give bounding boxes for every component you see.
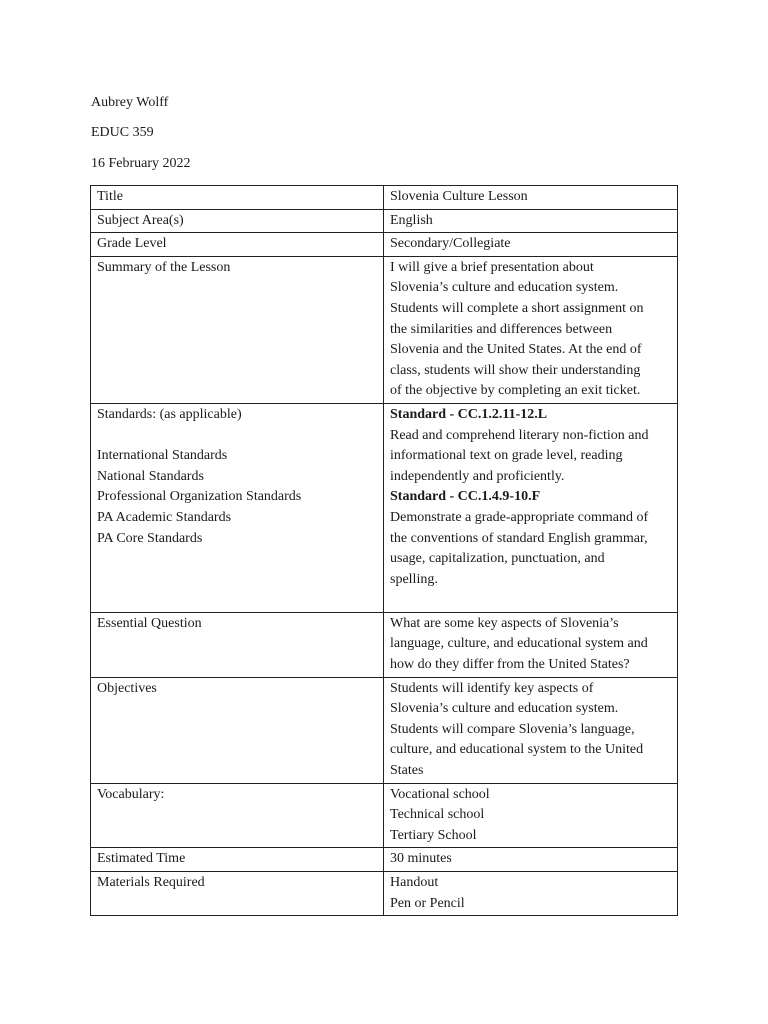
summary-line: Students will complete a short assignment on xyxy=(390,300,644,316)
table-row-essential-question xyxy=(91,612,678,677)
table-row-standards xyxy=(91,403,678,612)
estimated-time-value: 30 minutes xyxy=(384,848,678,872)
title-value: Slovenia Culture Lesson xyxy=(384,186,678,210)
standard-code: Standard - CC.1.4.9-10.F xyxy=(390,489,541,505)
standard-text-line: informational text on grade level, reading xyxy=(390,448,623,464)
summary-line: the similarities and differences between xyxy=(390,321,613,337)
subject-value: English xyxy=(384,209,678,233)
standards-label-line: International Standards xyxy=(97,448,228,464)
grade-label: Grade Level xyxy=(91,233,384,257)
standard-text-line: Demonstrate a grade-appropriate command of xyxy=(390,509,649,525)
summary-line: Slovenia and the United States. At the end of xyxy=(390,342,642,358)
materials-label: Materials Required xyxy=(91,872,384,916)
standards-spacer xyxy=(390,590,671,611)
title-label: Title xyxy=(91,186,384,210)
standard-text-line: the conventions of standard English grammar, xyxy=(390,530,648,546)
materials-value xyxy=(384,872,678,916)
subject-label: Subject Area(s) xyxy=(91,209,384,233)
vocabulary-term: Technical school xyxy=(390,807,485,823)
standard-text-line: usage, capitalization, punctuation, and xyxy=(390,551,605,567)
document-date: 16 February 2022 xyxy=(91,156,191,171)
summary-line: class, students will show their understanding xyxy=(390,362,641,378)
objectives-line: Students will identify key aspects of xyxy=(390,680,594,696)
table-row-objectives xyxy=(91,677,678,783)
standards-label-line: Standards: (as applicable) xyxy=(97,406,242,422)
summary-line: I will give a brief presentation about xyxy=(390,259,594,275)
grade-value: Secondary/Collegiate xyxy=(384,233,678,257)
essential-question-line: how do they differ from the United States? xyxy=(390,657,630,673)
objectives-line: culture, and educational system to the United xyxy=(390,742,644,758)
summary-label: Summary of the Lesson xyxy=(91,256,384,403)
table-row-summary xyxy=(91,256,678,403)
course-code: EDUC 359 xyxy=(91,125,154,140)
objectives-label: Objectives xyxy=(91,677,384,783)
essential-question-value xyxy=(384,612,678,677)
table-row-estimated-time xyxy=(91,848,678,872)
table-row-title xyxy=(91,186,678,210)
objectives-line: Slovenia’s culture and education system. xyxy=(390,701,619,717)
estimated-time-label: Estimated Time xyxy=(91,848,384,872)
standard-code: Standard - CC.1.2.11-12.L xyxy=(390,406,548,422)
summary-line: Slovenia’s culture and education system. xyxy=(390,280,619,296)
standards-value xyxy=(384,403,678,612)
essential-question-line: language, culture, and educational system and xyxy=(390,636,648,652)
material-item: Pen or Pencil xyxy=(390,895,465,911)
vocabulary-term: Vocational school xyxy=(390,786,490,802)
table-row-subject xyxy=(91,209,678,233)
standard-text-line: spelling. xyxy=(390,571,438,587)
essential-question-line: What are some key aspects of Slovenia’s xyxy=(390,615,619,631)
summary-value xyxy=(384,256,678,403)
vocabulary-value xyxy=(384,783,678,848)
material-item: Handout xyxy=(390,875,439,890)
summary-line: of the objective by completing an exit ticket. xyxy=(390,383,641,399)
standard-text-line: Read and comprehend literary non-fiction and xyxy=(390,427,649,443)
author-name: Aubrey Wolff xyxy=(91,95,169,110)
vocabulary-term: Tertiary School xyxy=(390,827,477,843)
standards-label-line: PA Core Standards xyxy=(97,530,203,546)
standards-label-line: Professional Organization Standards xyxy=(97,489,302,505)
standards-label xyxy=(91,403,384,612)
standards-label-spacer xyxy=(97,426,377,447)
standard-text-line: independently and proficiently. xyxy=(390,468,565,484)
objectives-line: Students will compare Slovenia’s language, xyxy=(390,721,635,737)
objectives-line: States xyxy=(390,763,424,779)
vocabulary-label: Vocabulary: xyxy=(91,783,384,848)
essential-question-label: Essential Question xyxy=(91,612,384,677)
objectives-value xyxy=(384,677,678,783)
lesson-plan-table xyxy=(90,185,678,916)
table-row-materials xyxy=(91,872,678,916)
table-row-vocabulary xyxy=(91,783,678,848)
table-row-grade xyxy=(91,233,678,257)
standards-label-line: National Standards xyxy=(97,468,204,484)
standards-label-line: PA Academic Standards xyxy=(97,509,232,525)
